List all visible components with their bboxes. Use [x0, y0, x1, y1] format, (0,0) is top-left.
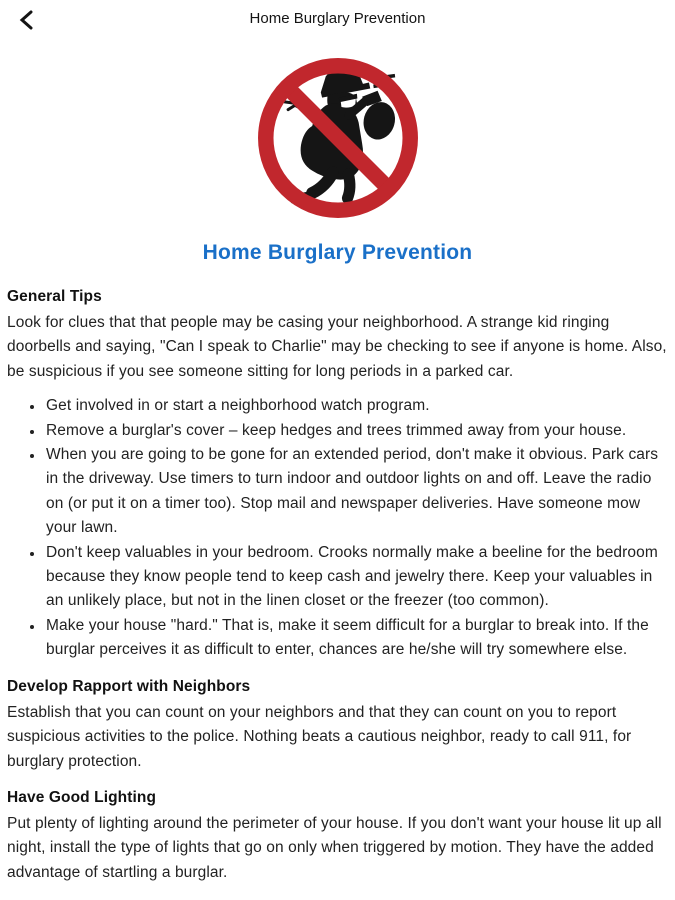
paragraph-general-tips: Look for clues that that people may be casing your neighborhood. A strange kid ringing doorbells and saying, "Can I speak to Charlie" may be checking to see if anyone is home. Also, be suspicious if you see someone sitting for long periods in a parked car.: [7, 314, 667, 380]
nav-title: Home Burglary Prevention: [249, 10, 426, 27]
list-item: • Don't keep valuables in your bedroom. Crooks normally make a beeline for the bedroom because they know people tend to keep cash and jewelry there. Keep your valuables in an unlikely place, but not in the linen closet or the freezer (too common).: [44, 541, 668, 614]
no-burglar-icon: [252, 52, 424, 224]
section-heading-have-good-lighting: Have Good Lighting: [7, 788, 157, 806]
list-item: • When you are going to be gone for an extended period, don't make it obvious. Park cars in the driveway. Use timers to turn indoor and outdoor lights on and off. Leave the radio on (or put it on a timer too). Stop mail and newspaper deliveries. Have someone mow your lawn.: [44, 443, 668, 541]
tips-list: [7, 394, 668, 662]
paragraph-have-good-lighting: Put plenty of lighting around the perimeter of your house. If you don't want your house lit up all night, install the type of lights that go on only when triggered by motion. They have the added advantage of startling a burglar.: [7, 814, 662, 881]
article-body: [0, 285, 675, 885]
section-heading-general-tips: General Tips: [7, 288, 102, 305]
list-item: • Make your house "hard." That is, make it seem difficult for a burglar to break into. If the burglar perceives it as difficult to enter, chances are he/she will try somewhere else.: [44, 614, 668, 663]
section-heading-develop-rapport: Develop Rapport with Neighbors: [7, 677, 251, 695]
list-item: • Get involved in or start a neighborhood watch program.: [44, 394, 668, 418]
page-title: Home Burglary Prevention: [202, 241, 473, 264]
list-item: • Remove a burglar's cover – keep hedges and trees trimmed away from your house.: [44, 419, 668, 443]
paragraph-develop-rapport: Establish that you can count on your neighbors and that they can count on you to report suspicious activities to the police. Nothing beats a cautious neighbor, ready to call 911, for burglary protection.: [7, 703, 632, 770]
nav-bar: [0, 0, 675, 38]
